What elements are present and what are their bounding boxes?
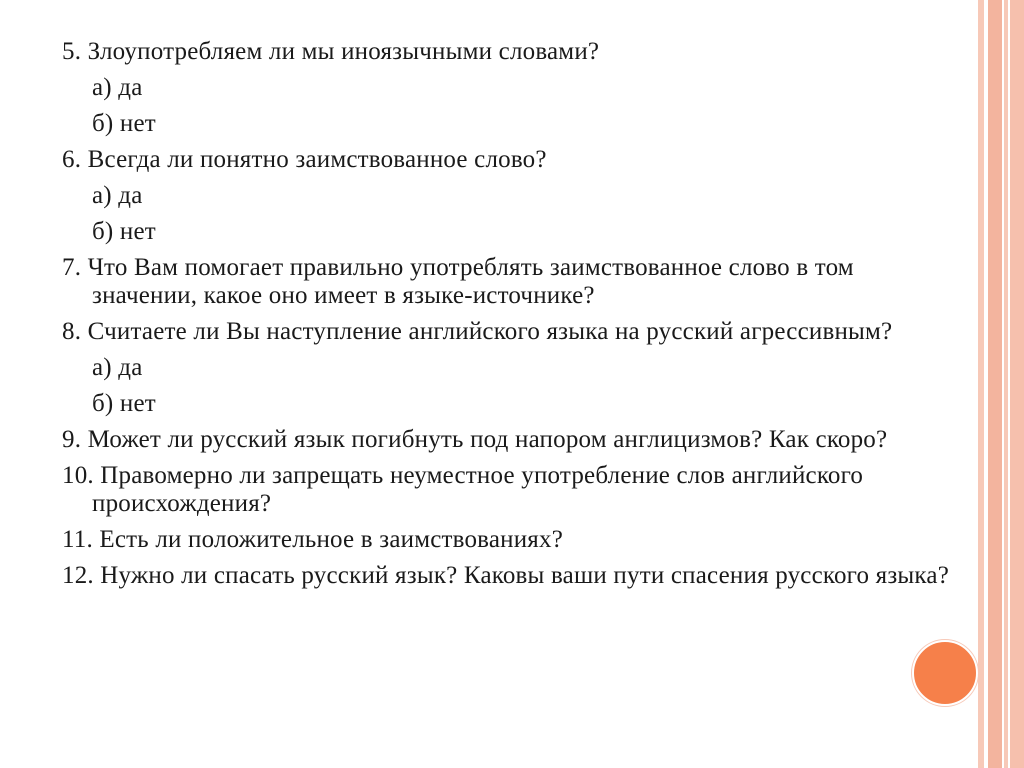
decorative-stripe — [1010, 0, 1024, 768]
question-8: 8. Считаете ли Вы наступление английского языка на русский агрессивным? — [62, 318, 893, 345]
decorative-stripe — [988, 0, 1002, 768]
option-8b: б) нет — [92, 390, 156, 417]
question-11: 11. Есть ли положительное в заимствованиях? — [62, 526, 564, 553]
option-6a: а) да — [92, 182, 143, 209]
question-10: 10. Правомерно ли запрещать неуместное употребление слов английского происхождения? — [62, 462, 864, 517]
decorative-stripe — [978, 0, 984, 768]
option-6b: б) нет — [92, 218, 156, 245]
decorative-stripe — [1004, 0, 1008, 768]
question-6: 6. Всегда ли понятно заимствованное слово? — [62, 146, 547, 173]
question-list — [62, 38, 962, 598]
question-5: 5. Злоупотребляем ли мы иноязычными словами? — [62, 38, 600, 65]
option-8a: а) да — [92, 354, 143, 381]
question-9: 9. Может ли русский язык погибнуть под напором англицизмов? Как скоро? — [62, 426, 888, 453]
decorative-circle — [912, 640, 978, 706]
question-7: 7. Что Вам помогает правильно употреблять заимствованное слово в том значении, какое оно имеет в языке-источнике? — [62, 254, 854, 309]
question-12: 12. Нужно ли спасать русский язык? Каковы ваши пути спасения русского языка? — [62, 562, 949, 589]
option-5a: а) да — [92, 74, 143, 101]
option-5b: б) нет — [92, 110, 156, 137]
